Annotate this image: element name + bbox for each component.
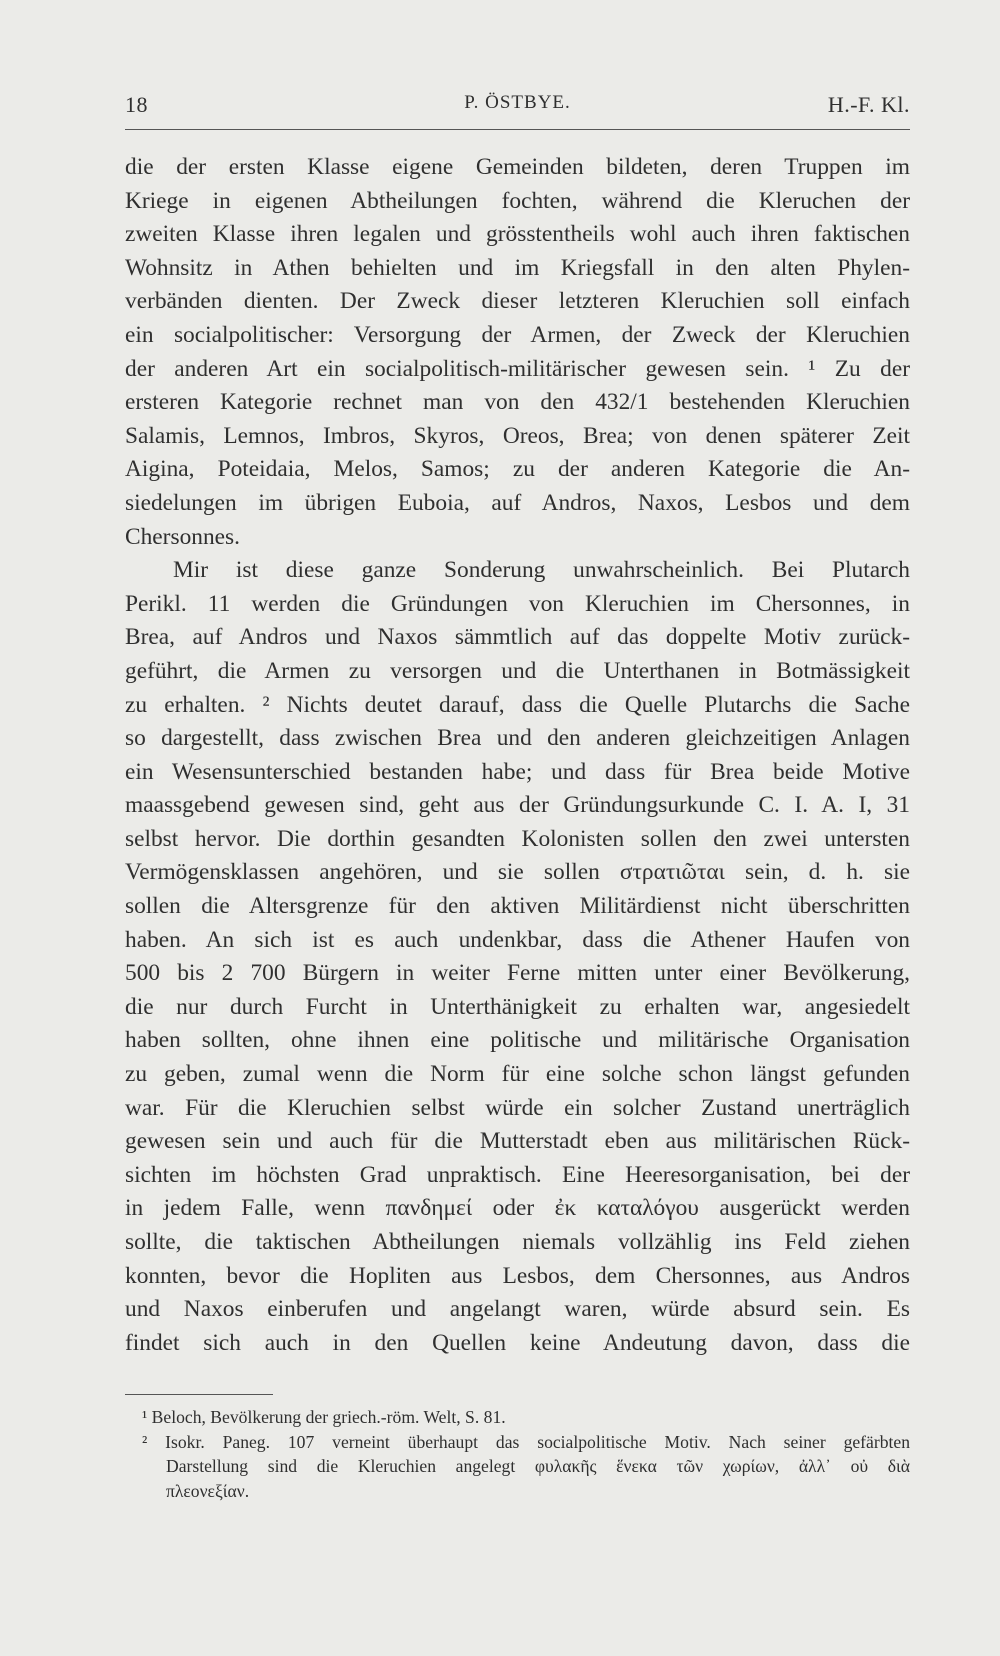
running-class-label: H.-F. Kl.	[827, 92, 910, 117]
text-line: 500 bis 2 700 Bürgern in weiter Ferne mitten unter einer Bevölkerung,	[125, 960, 910, 987]
text-line: die der ersten Klasse eigene Gemeinden bildeten, deren Truppen im	[125, 154, 910, 180]
header-rule	[125, 129, 910, 130]
text-line: so dargestellt, dass zwischen Brea und den anderen gleichzeitigen Anlagen	[125, 725, 910, 752]
text-line: maassgebend gewesen sind, geht aus der Gründungsurkunde C. I. A. I, 31	[125, 792, 910, 819]
text-line: Salamis, Lemnos, Imbros, Skyros, Oreos, Brea; von denen späterer Zeit	[125, 422, 910, 449]
text-line: zweiten Klasse ihren legalen und grösstentheils wohl auch ihren faktischen	[125, 221, 910, 248]
footnote-1: ¹ Beloch, Bevölkerung der griech.-röm. Welt, S. 81.	[142, 1407, 506, 1427]
text-line: und Naxos einberufen und angelangt waren, würde absurd sein. Es	[125, 1296, 910, 1323]
text-line: sollen die Altersgrenze für den aktiven Militärdienst nicht überschritten	[125, 893, 910, 920]
text-line: ein Wesensunterschied bestanden habe; und dass für Brea beide Motive	[125, 758, 910, 785]
text-line: ersteren Kategorie rechnet man von den 432/1 bestehenden Kleruchien	[125, 389, 910, 416]
text-line: der anderen Art ein socialpolitisch-militärischer gewesen sein. ¹ Zu der	[125, 355, 910, 382]
text-line: Aigina, Poteidaia, Melos, Samos; zu der anderen Kategorie die An-	[125, 456, 910, 483]
running-header	[125, 92, 910, 122]
text-line: zu erhalten. ² Nichts deutet darauf, dass die Quelle Plutarchs die Sache	[125, 691, 910, 718]
footnote-rule	[125, 1394, 273, 1395]
text-line: selbst hervor. Die dorthin gesandten Kolonisten sollen den zwei untersten	[125, 825, 910, 852]
text-line: siedelungen im übrigen Euboia, auf Andros, Naxos, Lesbos und dem	[125, 489, 910, 516]
text-line: Wohnsitz in Athen behielten und im Kriegsfall in den alten Phylen-	[125, 254, 910, 281]
footnote-2: ² Isokr. Paneg. 107 verneint überhaupt das socialpolitische Motiv. Nach seiner gefärbten	[142, 1431, 910, 1452]
text-line: sollte, die taktischen Abtheilungen niemals vollzählig ins Feld ziehen	[125, 1229, 910, 1255]
text-line: haben. An sich ist es auch undenkbar, dass die Athener Haufen von	[125, 926, 910, 953]
text-line: Brea, auf Andros und Naxos sämmtlich auf das doppelte Motiv zurück-	[125, 624, 910, 651]
running-author: P. ÖSTBYE.	[464, 92, 571, 113]
text-line: in jedem Falle, wenn πανδημεί oder ἐκ καταλόγου ausgerückt werden	[125, 1195, 910, 1222]
text-line: Kriege in eigenen Abtheilungen fochten, während die Kleruchen der	[125, 187, 910, 214]
text-line: sichten im höchsten Grad unpraktisch. Eine Heeresorganisation, bei der	[125, 1161, 910, 1188]
page-number: 18	[125, 92, 148, 117]
text-line: verbänden dienten. Der Zweck dieser letzteren Kleruchien soll einfach	[125, 288, 910, 315]
text-line: geführt, die Armen zu versorgen und die Unterthanen in Botmässigkeit	[125, 657, 910, 684]
text-line: Chersonnes.	[125, 523, 240, 550]
footnote-2-continuation: Darstellung sind die Kleruchien angelegt φυλακῆς ἕνεκα τῶν χωρίων, ἀλλ᾽ οὐ διὰ	[166, 1456, 910, 1476]
text-line: konnten, bevor die Hopliten aus Lesbos, dem Chersonnes, aus Andros	[125, 1262, 910, 1289]
text-line: haben sollten, ohne ihnen eine politische und militärische Organisation	[125, 1027, 910, 1054]
text-line: ein socialpolitischer: Versorgung der Armen, der Zweck der Kleruchien	[125, 321, 910, 348]
text-line: Vermögensklassen angehören, und sie sollen στρατιῶται sein, d. h. sie	[125, 859, 910, 886]
text-line: die nur durch Furcht in Unterthänigkeit zu erhalten war, angesiedelt	[125, 993, 910, 1020]
text-line: Perikl. 11 werden die Gründungen von Kleruchien im Chersonnes, in	[125, 590, 910, 617]
footnotes	[142, 1405, 910, 1503]
text-line: zu geben, zumal wenn die Norm für eine solche schon längst gefunden	[125, 1061, 910, 1088]
text-line: war. Für die Kleruchien selbst würde ein solcher Zustand unerträglich	[125, 1094, 910, 1121]
text-line: findet sich auch in den Quellen keine Andeutung davon, dass die	[125, 1329, 910, 1356]
footnote-2-continuation: πλεονεξίαν.	[166, 1480, 250, 1501]
text-line: Mir ist diese ganze Sonderung unwahrscheinlich. Bei Plutarch	[173, 557, 910, 584]
body-text	[125, 151, 910, 1360]
text-line: gewesen sein und auch für die Mutterstadt eben aus militärischen Rück-	[125, 1128, 910, 1155]
